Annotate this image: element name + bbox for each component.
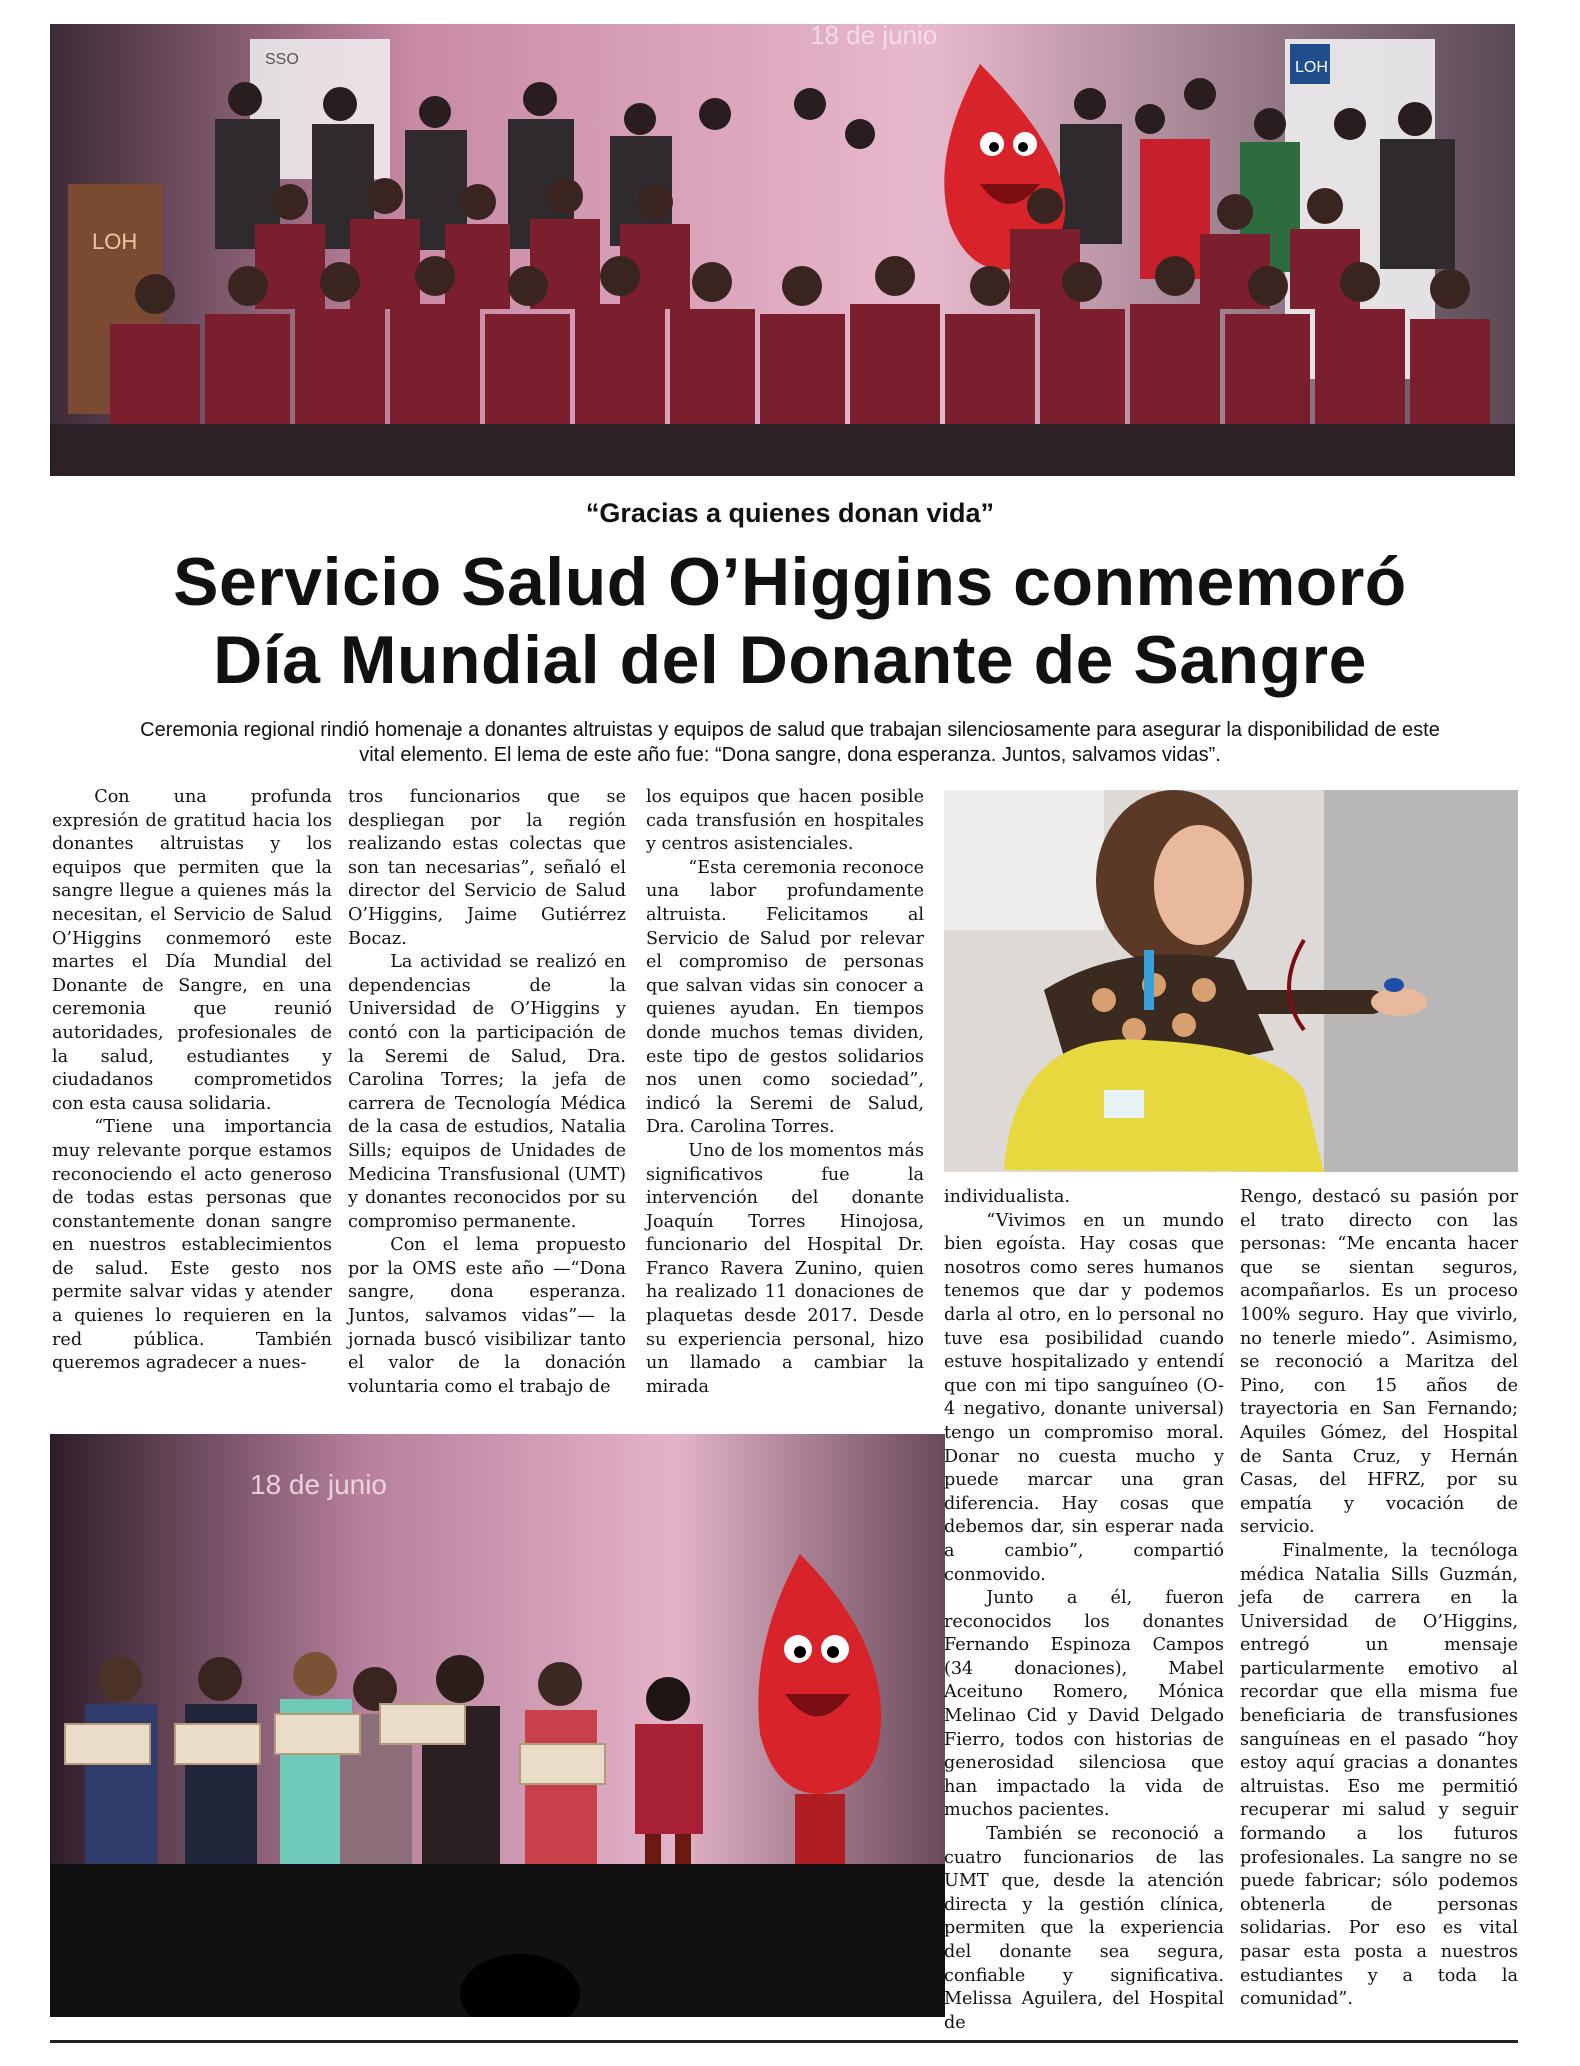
- paragraph: Uno de los momentos más significativos fue la intervención del donante Joaquín Torres Hinojosa, funcionario del Hospital Dr. Franco Ravera Zunino, quien ha realizado 11 donaciones de plaquetas desde 2017. Desde su experiencia personal, hizo un llamado a cambiar la mirada: [646, 1140, 924, 1397]
- article-column-4: [944, 1186, 1224, 2035]
- paragraph: individualista.: [944, 1187, 1070, 1207]
- paragraph: También se reconoció a cuatro funcionarios de las UMT que, desde la atención directa y la gestión clínica, permiten que la experiencia del donante sea segura, confiable y significativa. Melissa Aguilera, del Hospital de: [944, 1824, 1224, 2033]
- headline-line-1: Servicio Salud O’Higgins conmemoró: [173, 544, 1407, 620]
- paragraph: Con una profunda expresión de gratitud hacia los donantes altruistas y los equipos que permiten que la sangre llegue a quienes más la necesitan, el Servicio de Salud O’Higgins conmemoró este martes el Día Mundial del Donante de Sangre, en una ceremonia que reunió autoridades, profesionales de la salud, estudiantes y ciudadanos comprometidos con esta causa solidaria.: [52, 787, 332, 1114]
- lead-paragraph: Ceremonia regional rindió homenaje a donantes altruistas y equipos de salud que trabajan silenciosamente para asegurar la disponibilidad de este vital elemento. El lema de este año fue: “Dona sangre, dona esperanza. Juntos, salvamos vidas”.: [140, 719, 1440, 766]
- donor-photo: [944, 790, 1518, 1172]
- podium-text: LOH: [92, 229, 138, 254]
- article-column-5: [1240, 1186, 1518, 2012]
- paragraph: La actividad se realizó en dependencias de la Universidad de O’Higgins y contó con la participación de la Seremi de Salud, Dra. Carolina Torres; la jefa de carrera de Tecnología Médica de la casa de estudios, Natalia Sills; equipos de Unidades de Medicina Transfusional (UMT) y donantes reconocidos por su compromiso permanente.: [348, 952, 626, 1232]
- article-column-2: [348, 786, 626, 1399]
- paragraph: “Vivimos en un mundo bien egoísta. Hay cosas que nosotros como seres humanos tenemos que dar y podemos darla al otro, en lo personal no tuve esa posibilidad cuando estuve hospitalizado y entendí que con mi tipo sanguíneo (O-4 negativo, donante universal) tengo un compromiso moral. Donar no cuesta mucho y puede marcar una gran diferencia. Hay cosas que debemos dar, sin esperar nada a cambio”, compartió conmovido.: [944, 1210, 1224, 1585]
- paragraph: “Tiene una importancia muy relevante porque estamos reconociendo el acto generoso de todas estas personas que constantemente donan sangre en nuestros establecimientos de salud. Este gesto nos permite salvar vidas y atender a quienes lo requieren en la red pública. También queremos agradecer a nues-: [52, 1117, 332, 1374]
- paragraph: Rengo, destacó su pasión por el trato directo con las personas: “Me encanta hacer que se sientan seguros, acompañarlos. Es un proceso 100% seguro. Hay que vivirlo, no tenerle miedo”. Asimismo, se reconoció a Maritza del Pino, con 15 años de trayectoria en San Fernando; Aquiles Gómez, del Hospital de Santa Cruz, y Hernán Casas, del HFRZ, por su empatía y vocación de servicio.: [1240, 1187, 1518, 1538]
- paragraph: tros funcionarios que se despliegan por la región realizando estas colectas que son tan necesarias”, señaló el director del Servicio de Salud O’Higgins, Jaime Gutiérrez Bocaz.: [348, 787, 626, 949]
- paragraph: “Esta ceremonia reconoce una labor profundamente altruista. Felicitamos al Servicio de Salud por relevar el compromiso de personas que salvan vidas sin conocer a quienes ayudan. En tiempos donde muchos temas dividen, este tipo de gestos solidarios nos unen como sociedad”, indicó la Seremi de Salud, Dra. Carolina Torres.: [646, 857, 924, 1138]
- headline: [0, 543, 1580, 699]
- logo-left-text: SSO: [265, 51, 299, 68]
- paragraph: Finalmente, la tecnóloga médica Natalia Sills Guzmán, jefa de carrera en la Universidad de O’Higgins, entregó un mensaje particularmente emotivo al recordar que ella misma fue beneficiaria de transfusiones sanguíneas en el pasado “hoy estoy aquí gracias a donantes altruistas. Eso me permitió recuperar mi salud y seguir formando a los futuros profesionales. La sangre no se puede fabricar; sólo podemos obtenerla de personas solidarias. Por eso es vital pasar esta posta a nuestros estudiantes y a toda la comunidad”.: [1240, 1540, 1518, 2010]
- group-photo: [50, 24, 1515, 476]
- article-column-3: [646, 786, 924, 1399]
- page-bottom-rule: [50, 2040, 1518, 2043]
- awards-photo: [50, 1434, 945, 2017]
- paragraph: Junto a él, fueron reconocidos los donantes Fernando Espinoza Campos (34 donaciones), Mabel Aceituno Romero, Mónica Melinao Cid y David Delgado Fierro, todos con historias de generosidad silenciosa que han impactado la vida de muchos pacientes.: [944, 1588, 1224, 1821]
- kicker: “Gracias a quienes donan vida”: [585, 498, 995, 528]
- headline-line-2: Día Mundial del Donante de Sangre: [213, 622, 1367, 698]
- article-column-1: [52, 786, 332, 1376]
- logo-right-text: LOH: [1295, 59, 1328, 76]
- screen-date-text: 18 de junio: [810, 24, 938, 50]
- paragraph: Con el lema propuesto por la OMS este año —“Dona sangre, dona esperanza. Juntos, salvamos vidas”— la jornada buscó visibilizar tanto el valor de la donación voluntaria como el trabajo de: [348, 1235, 626, 1397]
- paragraph: los equipos que hacen posible cada transfusión en hospitales y centros asistenciales.: [646, 787, 924, 855]
- screen-date-text: 18 de junio: [250, 1469, 388, 1500]
